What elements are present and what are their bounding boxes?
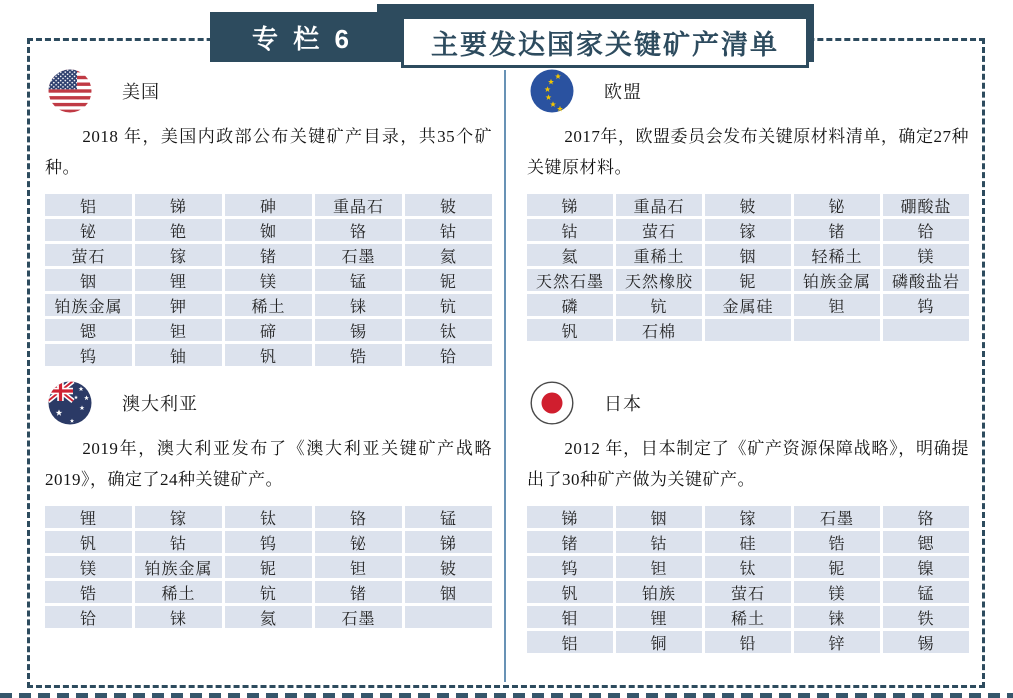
mineral-cell: 石墨 [315,606,402,628]
mineral-cell: 铋 [315,531,402,553]
section-australia-header [45,380,492,426]
mineral-cell: 氦 [225,606,312,628]
mineral-cell: 铌 [405,269,492,291]
australia-flag-icon [48,381,92,425]
mineral-cell: 铍 [705,194,791,216]
mineral-cell: 稀土 [135,581,222,603]
mineral-cell: 钴 [616,531,702,553]
mineral-cell: 铋 [794,194,880,216]
mineral-cell: 锆 [45,581,132,603]
section-japan [527,380,969,653]
mineral-cell: 锂 [135,269,222,291]
mineral-cell: 铍 [405,556,492,578]
mineral-cell: 锡 [883,631,969,653]
mineral-cell: 铂族金属 [45,294,132,316]
mineral-cell: 硅 [705,531,791,553]
mineral-cell: 石棉 [616,319,702,341]
mineral-cell: 钽 [315,556,402,578]
mineral-cell: 稀土 [705,606,791,628]
mineral-cell: 钒 [225,344,312,366]
mineral-cell: 锰 [405,506,492,528]
mineral-cell: 萤石 [705,581,791,603]
mineral-cell: 锑 [405,531,492,553]
section-usa-header [45,68,492,114]
mineral-cell: 铁 [883,606,969,628]
mineral-cell: 锰 [883,581,969,603]
section-australia [45,380,492,628]
center-divider [504,70,506,682]
mineral-cell: 铝 [45,194,132,216]
page-title: 主要发达国家关键矿产清单 [401,16,809,68]
mineral-cell: 轻稀土 [794,244,880,266]
mineral-cell: 镁 [225,269,312,291]
mineral-cell: 锗 [315,581,402,603]
mineral-cell: 铟 [705,244,791,266]
mineral-cell: 萤石 [616,219,702,241]
mineral-cell: 镓 [135,506,222,528]
mineral-cell: 锑 [135,194,222,216]
mineral-cell: 钽 [135,319,222,341]
mineral-cell: 锂 [616,606,702,628]
mineral-cell: 铝 [527,631,613,653]
mineral-cell: 天然橡胶 [616,269,702,291]
mineral-cell: 钼 [527,606,613,628]
mineral-cell: 铪 [883,219,969,241]
mineral-cell: 铌 [794,556,880,578]
section-usa-name: 美国 [122,82,160,102]
mineral-cell: 重晶石 [315,194,402,216]
section-japan-desc: 2012 年，日本制定了《矿产资源保障战略》，明确提出了30种矿产做为关键矿产。 [527,439,969,489]
mineral-cell: 铼 [135,606,222,628]
mineral-cell: 铌 [225,556,312,578]
mineral-cell: 钨 [45,344,132,366]
mineral-cell [794,319,880,341]
mineral-cell: 锆 [315,344,402,366]
japan-flag-icon [530,381,574,425]
mineral-cell: 铂族金属 [794,269,880,291]
mineral-cell [883,319,969,341]
mineral-cell: 锗 [794,219,880,241]
mineral-cell [405,606,492,628]
mineral-cell: 钒 [45,531,132,553]
mineral-cell: 锌 [794,631,880,653]
eu-minerals-table [527,194,969,341]
section-usa-desc: 2018 年，美国内政部公布关键矿产目录，共35个矿种。 [45,127,492,177]
mineral-cell: 铪 [45,606,132,628]
mineral-cell: 萤石 [45,244,132,266]
mineral-cell: 钨 [527,556,613,578]
mineral-cell: 铂族 [616,581,702,603]
section-australia-desc: 2019年，澳大利亚发布了《澳大利亚关键矿产战略2019》，确定了24种关键矿产。 [45,439,492,489]
mineral-cell: 石墨 [794,506,880,528]
usa-flag-icon [48,69,92,113]
mineral-cell: 铬 [883,506,969,528]
mineral-cell: 铷 [225,219,312,241]
mineral-cell: 镓 [705,219,791,241]
mineral-cell: 钨 [225,531,312,553]
mineral-cell: 锑 [527,194,613,216]
mineral-cell: 锡 [315,319,402,341]
mineral-cell [705,319,791,341]
mineral-cell: 铪 [405,344,492,366]
mineral-cell: 镁 [883,244,969,266]
mineral-cell: 钪 [225,581,312,603]
mineral-cell: 铂族金属 [135,556,222,578]
mineral-cell: 锗 [225,244,312,266]
eu-flag-icon [530,69,574,113]
australia-minerals-table [45,506,492,628]
mineral-cell: 磷酸盐岩 [883,269,969,291]
mineral-cell: 碲 [225,319,312,341]
mineral-cell: 锂 [45,506,132,528]
section-eu-name: 欧盟 [604,82,642,102]
mineral-cell: 锶 [883,531,969,553]
mineral-cell: 钒 [527,319,613,341]
column-number-badge: 专 栏 6 [210,12,395,62]
mineral-cell: 钛 [225,506,312,528]
mineral-cell: 氦 [405,244,492,266]
mineral-cell: 钪 [405,294,492,316]
mineral-cell: 铼 [315,294,402,316]
mineral-cell: 钾 [135,294,222,316]
section-usa [45,68,492,366]
section-australia-name: 澳大利亚 [122,394,198,414]
mineral-cell: 钛 [705,556,791,578]
mineral-cell: 锆 [794,531,880,553]
section-eu-desc: 2017年，欧盟委员会发布关键原材料清单，确定27种关键原材料。 [527,127,969,177]
mineral-cell: 稀土 [225,294,312,316]
japan-minerals-table [527,506,969,653]
mineral-cell: 氦 [527,244,613,266]
mineral-cell: 锰 [315,269,402,291]
mineral-cell: 铟 [616,506,702,528]
mineral-cell: 铯 [135,219,222,241]
mineral-cell: 锶 [45,319,132,341]
mineral-cell: 金属硅 [705,294,791,316]
mineral-cell: 钴 [527,219,613,241]
mineral-cell: 镁 [45,556,132,578]
mineral-cell: 硼酸盐 [883,194,969,216]
section-japan-header [527,380,969,426]
mineral-cell: 天然石墨 [527,269,613,291]
mineral-cell: 重晶石 [616,194,702,216]
mineral-cell: 铀 [135,344,222,366]
mineral-cell: 钪 [616,294,702,316]
mineral-cell: 钽 [616,556,702,578]
mineral-cell: 铟 [45,269,132,291]
mineral-cell: 镁 [794,581,880,603]
mineral-cell: 铅 [705,631,791,653]
section-japan-name: 日本 [604,394,642,414]
page-bottom-dashed-line [0,693,1013,698]
mineral-cell: 铬 [315,506,402,528]
mineral-cell: 铬 [315,219,402,241]
mineral-cell: 重稀土 [616,244,702,266]
mineral-cell: 铌 [705,269,791,291]
mineral-cell: 石墨 [315,244,402,266]
section-eu [527,68,969,341]
mineral-cell: 铼 [794,606,880,628]
mineral-cell: 镓 [135,244,222,266]
mineral-cell: 锑 [527,506,613,528]
mineral-cell: 钨 [883,294,969,316]
mineral-cell: 磷 [527,294,613,316]
section-eu-header [527,68,969,114]
mineral-cell: 铍 [405,194,492,216]
mineral-cell: 镓 [705,506,791,528]
usa-minerals-table [45,194,492,366]
mineral-cell: 钴 [135,531,222,553]
mineral-cell: 铜 [616,631,702,653]
mineral-cell: 钽 [794,294,880,316]
mineral-cell: 铋 [45,219,132,241]
mineral-cell: 钒 [527,581,613,603]
mineral-cell: 砷 [225,194,312,216]
mineral-cell: 镍 [883,556,969,578]
mineral-cell: 锗 [527,531,613,553]
mineral-cell: 铟 [405,581,492,603]
mineral-cell: 钴 [405,219,492,241]
mineral-cell: 钛 [405,319,492,341]
